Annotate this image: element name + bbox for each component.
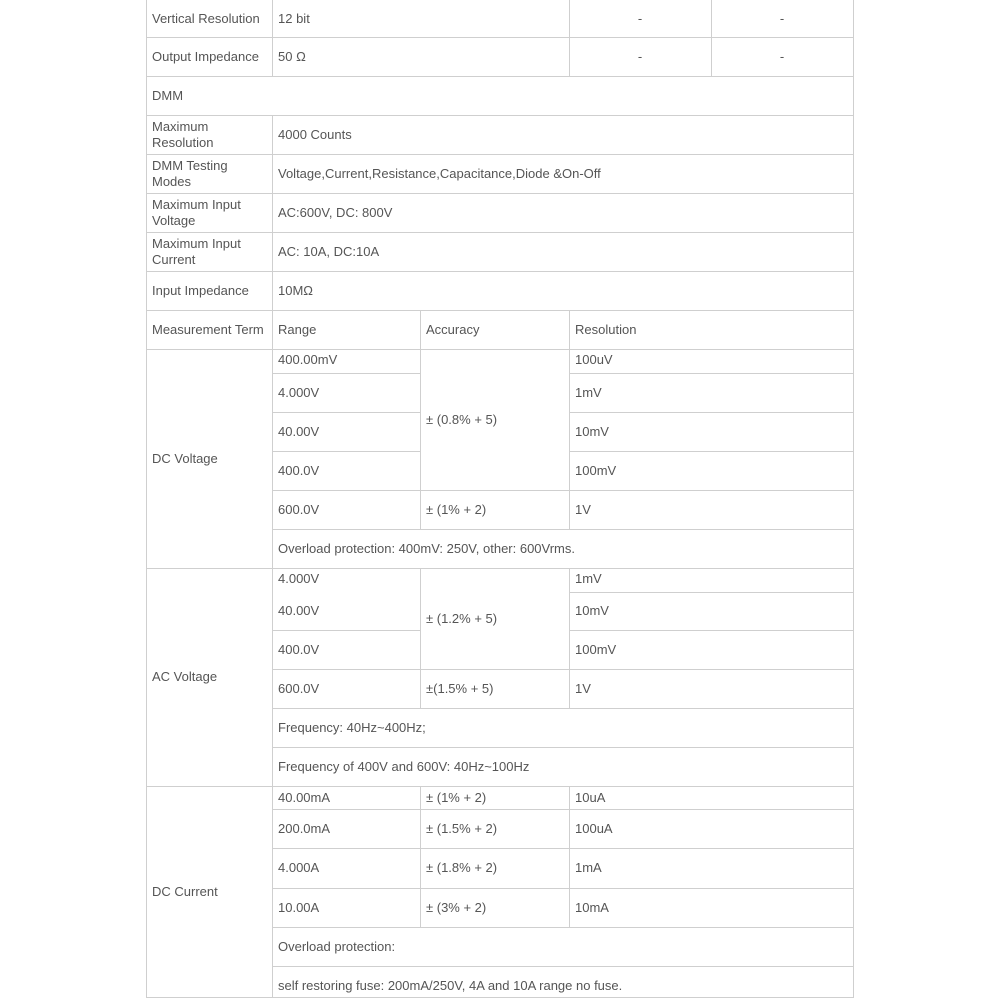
range-cell: 600.0V [278,501,320,517]
resolution-cell: 1mA [575,860,602,875]
row-value-vertical-resolution: 12 bit [278,10,310,26]
range-cell: 4.000V [278,384,320,400]
row-value-empty: - [637,10,643,26]
resolution-cell: 100uA [575,820,613,836]
row-label-output-impedance: Output Impedance [152,48,259,64]
note-overload-protection: Overload protection: 400mV: 250V, other: 600Vrms. [278,540,576,556]
row-value-output-impedance: 50 Ω [278,48,306,64]
accuracy-cell: ± (1% + 2) [426,789,487,805]
row-value-max-input-voltage: AC:600V, DC: 800V [278,204,393,220]
accuracy-cell: ± (1% + 2) [426,501,487,517]
table-border-bottom [146,997,854,998]
resolution-cell: 1mV [575,571,602,586]
row-label-input-impedance: Input Impedance [152,282,249,298]
accuracy-cell: ± (1.8% + 2) [426,860,498,875]
note-fuse: self restoring fuse: 200mA/250V, 4A and 10A range no fuse. [278,977,623,993]
header-range: Range [278,321,317,337]
resolution-cell: 1V [575,501,591,517]
row-value-max-input-current: AC: 10A, DC:10A [278,243,380,259]
term-ac-voltage: AC Voltage [152,669,218,684]
resolution-cell: 100uV [575,352,613,367]
resolution-cell: 10mV [575,423,609,439]
range-cell: 40.00V [278,603,320,618]
header-accuracy: Accuracy [426,321,480,337]
resolution-cell: 1V [575,680,591,696]
term-dc-current: DC Current [152,883,218,899]
range-cell: 400.0V [278,462,320,478]
note-overload-protection: Overload protection: [278,938,396,954]
row-label-max-input-voltage: Maximum Input Voltage [152,196,241,228]
range-cell: 400.0V [278,641,320,657]
row-value-empty: - [637,48,643,64]
resolution-cell: 1mV [575,384,602,400]
accuracy-cell: ± (0.8% + 5) [426,411,498,427]
range-cell: 200.0mA [278,820,331,836]
resolution-cell: 100mV [575,462,617,478]
accuracy-cell: ± (1.2% + 5) [426,610,498,626]
range-cell: 600.0V [278,680,320,696]
resolution-cell: 100mV [575,641,617,657]
range-cell: 40.00mA [278,789,331,805]
accuracy-cell: ± (3% + 2) [426,899,487,915]
header-measurement-term: Measurement Term [152,321,264,337]
range-cell: 10.00A [278,899,320,915]
row-value-testing-modes: Voltage,Current,Resistance,Capacitance,Diode &On-Off [278,165,601,181]
row-value-empty: - [779,10,785,26]
range-cell: 4.000A [278,860,320,875]
note-frequency-high: Frequency of 400V and 600V: 40Hz~100Hz [278,758,530,774]
row-value-input-impedance: 10MΩ [278,282,314,298]
note-frequency: Frequency: 40Hz~400Hz; [278,719,426,735]
row-label-vertical-resolution: Vertical Resolution [152,10,260,26]
row-value-empty: - [779,48,785,64]
range-cell: 400.00mV [278,352,338,367]
accuracy-cell: ± (1.5% + 2) [426,820,498,836]
resolution-cell: 10mV [575,603,609,618]
row-value-maximum-resolution: 4000 Counts [278,126,352,142]
accuracy-cell: ±(1.5% + 5) [426,680,494,696]
term-dc-voltage: DC Voltage [152,450,218,466]
resolution-cell: 10mA [575,899,609,915]
range-cell: 40.00V [278,423,320,439]
resolution-cell: 10uA [575,789,606,805]
header-resolution: Resolution [575,321,637,337]
row-label-max-input-current: Maximum Input Current [152,235,241,267]
section-title-dmm: DMM [152,87,184,103]
row-label-testing-modes: DMM Testing Modes [152,157,228,189]
row-label-maximum-resolution: Maximum Resolution [152,118,214,150]
range-cell: 4.000V [278,571,320,586]
